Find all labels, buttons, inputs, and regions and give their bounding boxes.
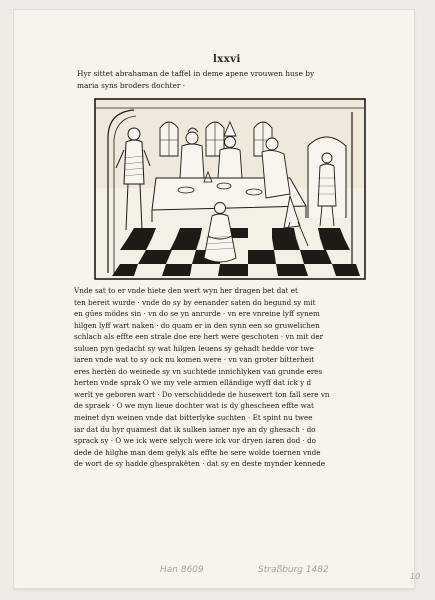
text-line: eres hertèn do weinede sy vn suchtede innichlyken van grunde eres	[74, 366, 323, 376]
text-line: de wort de sy hadde ghesprakëten · dat sy en deste mynder kennede	[74, 459, 326, 469]
pencil-inventory-note: Han 8609	[160, 565, 204, 575]
text-line: en gūes mödes sin · vn do se yn anrurde · vn ere vnreine lyff synem	[74, 309, 320, 319]
body-text	[74, 285, 374, 470]
caption-line-1: Hyr sittet abrahaman de taffel in deme apene vrouwen huse by	[77, 69, 315, 78]
folio-number: lxxvi	[213, 54, 241, 65]
pencil-corner-number: 10	[410, 572, 421, 581]
text-line: iaren vnde wat to sy ock nu komen were · vn van groter bitterheit	[74, 355, 315, 365]
book-leaf	[14, 10, 414, 588]
pencil-place-date-note: Straßburg 1482	[258, 565, 329, 575]
text-line: Vnde sat to er vnde hiete den wert wyn her dragen bet dat et	[74, 286, 298, 295]
text-line: werlt ye geboren wart · Do verschüddede de husewert ton fall sere vn	[74, 389, 330, 399]
text-line: sprack sy · O we ick were selych were ick vor dryen iaren dod · do	[74, 436, 316, 446]
text-line: suluen pyn gedacht sy wat hilgen leuens sy gehadt hedde vor twe	[74, 343, 314, 353]
text-line: iar dat du hyr quamest dat ik sulken iamer nye an dy ghesach · do	[74, 424, 316, 434]
woodcut-caption	[77, 68, 377, 92]
text-line: hilgen lyff wart naken · do quam er in den synn een so gruwelichen	[74, 320, 320, 330]
text-line: meinet dyn weinen vnde dat bitterlyke suchten · Et spint nu twee	[74, 413, 313, 423]
text-line: de spraek · O we myn lieue dochter wat is dy ghescheen effte wat	[74, 401, 314, 411]
woodcut-illustration-icon	[94, 98, 366, 280]
text-line: herten vnde sprak O we my vele armen elländige wyff dat ick y d	[74, 378, 312, 388]
text-line: schlach als effte een strale doe ere hert were geschoten · vn mit der	[74, 332, 324, 342]
text-line: ten bereit wurde · vnde do sy by eenander saten do begund sy mit	[74, 297, 316, 307]
caption-line-2: maria syns broders dochter ·	[77, 81, 186, 90]
text-line: dede de hilghe man dem gelyk als effte he sere wolde toernen vnde	[74, 447, 321, 457]
